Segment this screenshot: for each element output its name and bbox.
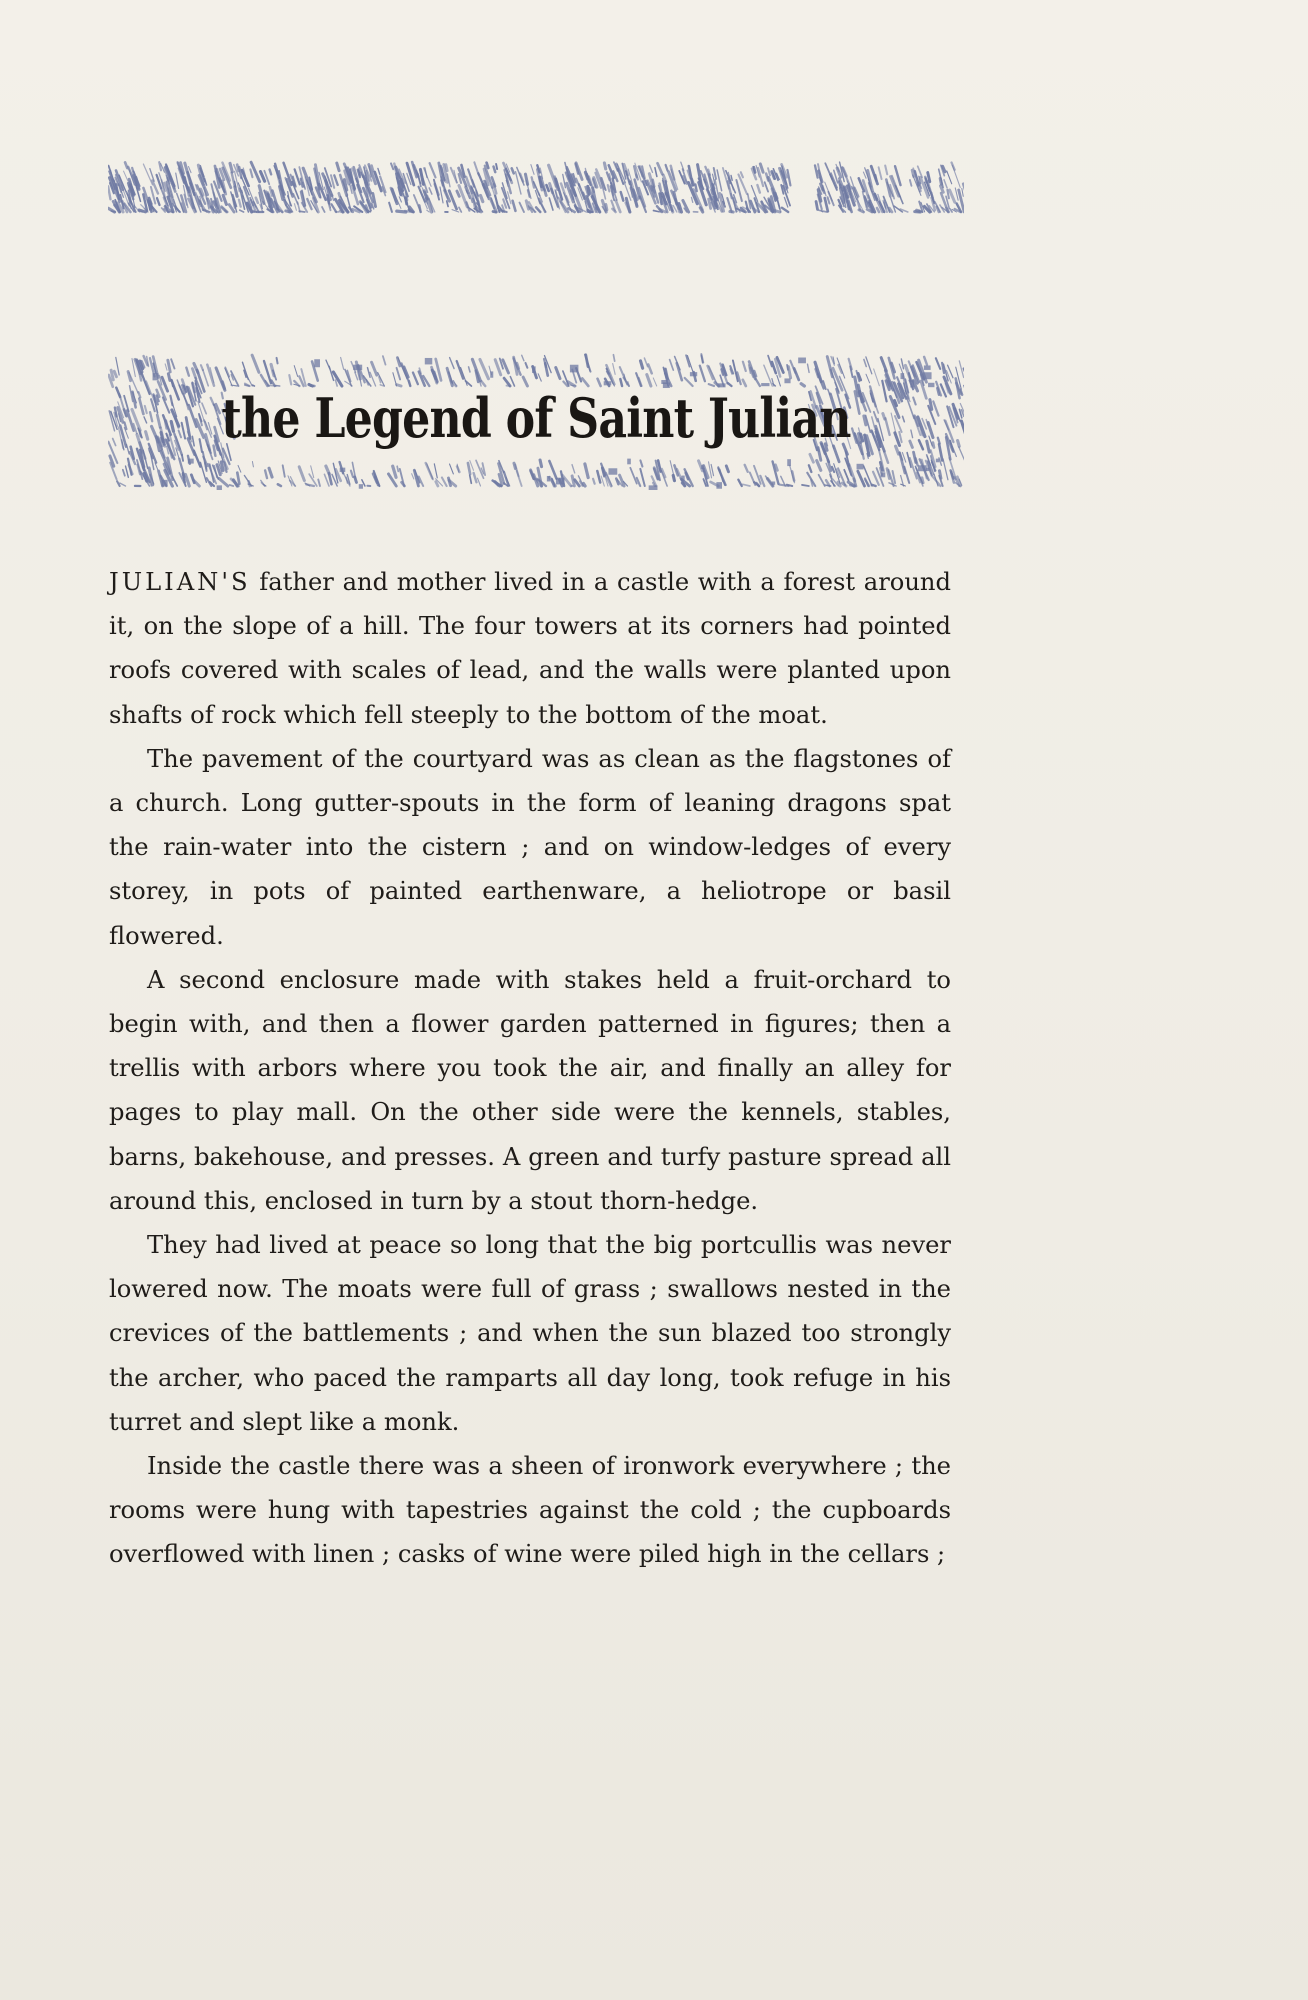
paragraph-1	[109, 560, 951, 737]
paragraph-1-text: father and mother lived in a castle with a forest around it, on the slope of a hill. The four towers at its corners had pointed roofs covered with scales of lead, and the walls were planted upon shafts of rock which fell steeply to the bottom of the moat.	[109, 568, 951, 729]
paragraph-3: A second enclosure made with stakes held a fruit-orchard to begin with, and then a flower garden patterned in figures; then a trellis with arbors where you took the air, and finally an alley for pages to play mall. On the other side were the kennels, stables, barns, bakehouse, and presses. A green and turfy pasture spread all around this, enclosed in turn by a stout thorn-hedge.	[109, 965, 951, 1215]
woodcut-border-top	[108, 158, 964, 216]
page-title: the Legend of Saint Julian	[221, 386, 851, 450]
paragraph-5: Inside the castle there was a sheen of ironwork everywhere ; the rooms were hung with tapestries against the cold ; the cupboards overflowed with linen ; casks of wine were piled high in the cellars ;	[109, 1452, 951, 1569]
paragraph-2: The pavement of the courtyard was as clean as the flagstones of a church. Long gutter-spouts in the form of leaning dragons spat the rain-water into the cistern ; and on window-ledges of every storey, in pots of painted earthenware, a heliotrope or basil flowered.	[109, 744, 951, 950]
woodcut-border-top-graphic	[108, 158, 964, 216]
opening-word: JULIAN'S	[109, 568, 251, 596]
paragraph-4: They had lived at peace so long that the big portcullis was never lowered now. The moats were full of grass ; swallows nested in the crevices of the battlements ; and when the sun blazed too strongly the archer, who paced the ramparts all day long, took refuge in his turret and slept like a monk.	[109, 1231, 951, 1436]
story-text	[109, 560, 951, 1577]
